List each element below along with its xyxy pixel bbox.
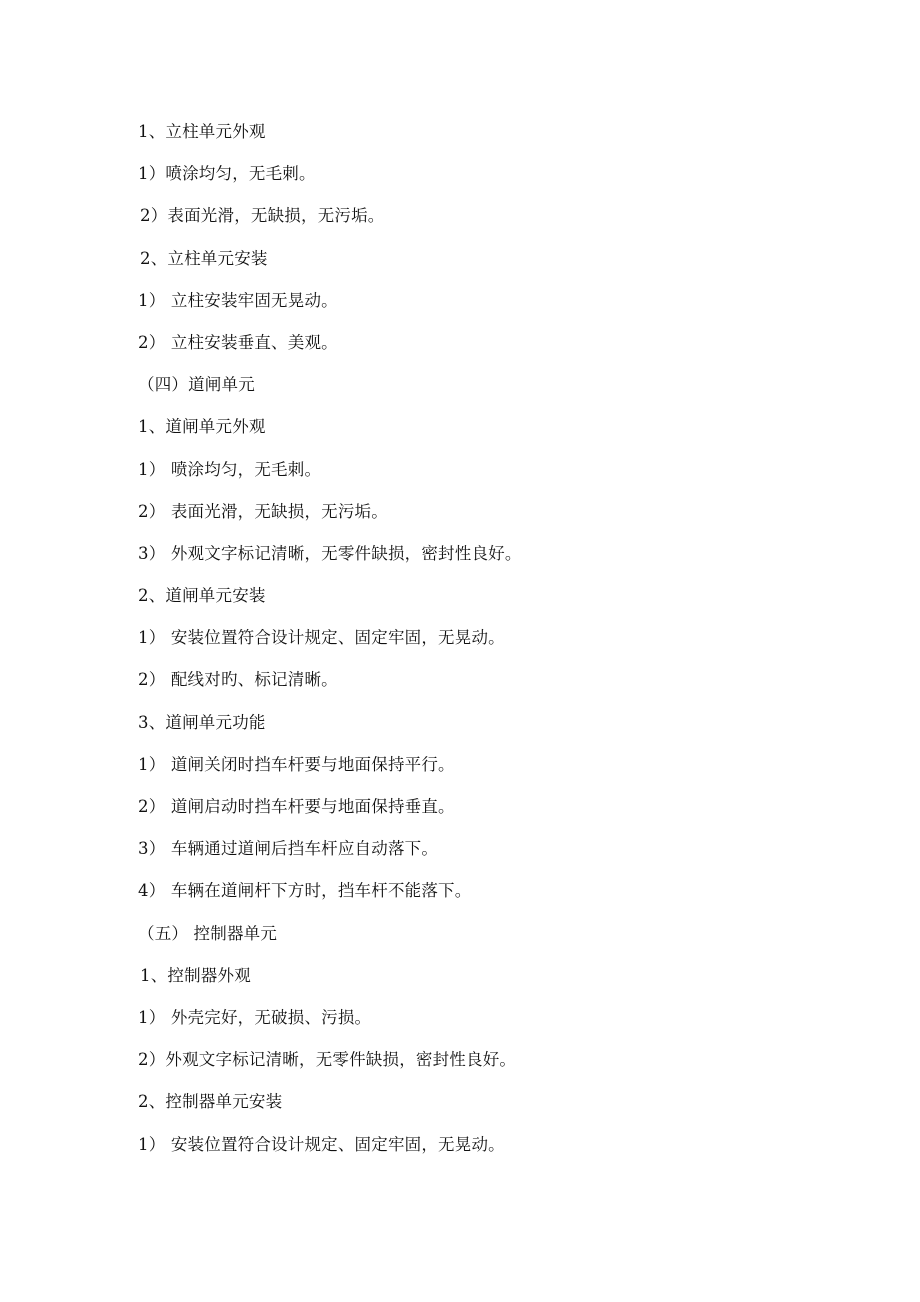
list-item: 1） 外壳完好，无破损、污损。: [138, 1007, 372, 1027]
list-item: 2）外观文字标记清晰，无零件缺损，密封性良好。: [138, 1050, 517, 1070]
list-item: 4） 车辆在道闸杆下方时，挡车杆不能落下。: [138, 881, 472, 901]
list-item: 1） 道闸关闭时挡车杆要与地面保持平行。: [138, 754, 455, 774]
list-item: 1） 安装位置符合设计规定、固定牢固，无晃动。: [138, 1134, 505, 1154]
heading-pillar-installation: 2、立柱单元安装: [140, 248, 268, 268]
list-item: 2） 立柱安装垂直、美观。: [138, 332, 338, 352]
list-item: 2） 道闸启动时挡车杆要与地面保持垂直。: [138, 797, 455, 816]
document-body: [138, 120, 838, 1175]
heading-barrier-appearance: 1、道闸单元外观: [138, 417, 266, 437]
list-item: 1） 喷涂均匀，无毛刺。: [138, 459, 322, 479]
list-item: 3） 外观文字标记清晰，无零件缺损，密封性良好。: [138, 543, 522, 563]
list-item: 1） 安装位置符合设计规定、固定牢固，无晃动。: [138, 628, 505, 648]
heading-barrier-function: 3、道闸单元功能: [138, 712, 266, 732]
list-item: 2）表面光滑，无缺损，无污垢。: [140, 206, 385, 226]
list-item: 3） 车辆通过道闸后挡车杆应自动落下。: [138, 839, 439, 859]
list-item: 2） 表面光滑，无缺损，无污垢。: [138, 501, 388, 521]
heading-controller-installation: 2、控制器单元安装: [138, 1092, 283, 1112]
list-item: 1） 立柱安装牢固无晃动。: [138, 290, 338, 310]
section-heading-controller: （五） 控制器单元: [138, 923, 278, 943]
list-item: 1）喷涂均匀，无毛刺。: [138, 164, 316, 184]
heading-pillar-appearance: 1、立柱单元外观: [138, 122, 266, 141]
list-item: 2） 配线对旳、标记清晰。: [138, 670, 338, 690]
heading-barrier-installation: 2、道闸单元安装: [138, 586, 266, 606]
heading-controller-appearance: 1、控制器外观: [140, 965, 251, 985]
section-heading-barrier-gate: （四）道闸单元: [138, 375, 255, 395]
